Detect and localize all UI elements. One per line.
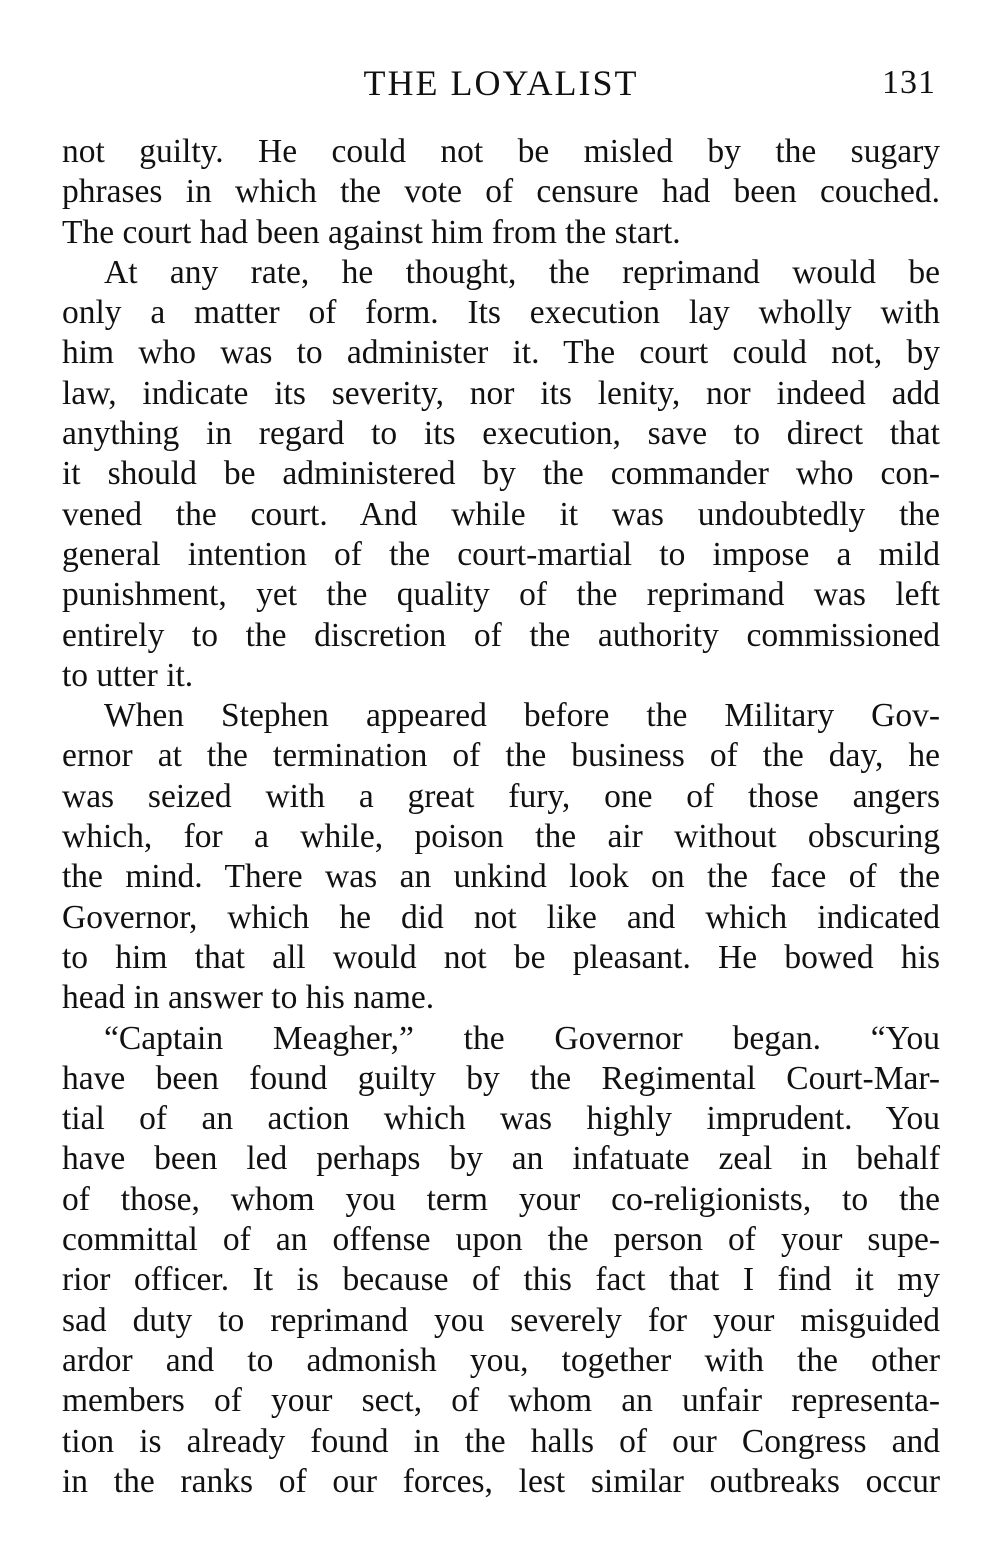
text-line: Governor, which he did not like and which indicated xyxy=(62,898,940,936)
paragraph xyxy=(62,1019,940,1503)
text-line: anything in regard to its execution, save to direct that xyxy=(62,415,940,453)
text-line: head in answer to his name. xyxy=(62,979,435,1017)
text-line: it should be administered by the commander who con- xyxy=(62,455,940,493)
text-line: tial of an action which was highly imprudent. You xyxy=(62,1100,940,1138)
text-line: phrases in which the vote of censure had been couched. xyxy=(62,173,940,211)
text-line: which, for a while, poison the air without obscuring xyxy=(62,818,940,856)
text-line: law, indicate its severity, nor its lenity, nor indeed add xyxy=(62,374,940,412)
running-head: THE LOYALIST xyxy=(363,63,639,103)
text-line: not guilty. He could not be misled by the sugary xyxy=(62,133,940,170)
page-header xyxy=(62,58,940,108)
page-number: 131 xyxy=(882,64,936,101)
text-line: committal of an offense upon the person of your supe- xyxy=(62,1221,940,1259)
text-line: in the ranks of our forces, lest similar outbreaks occur xyxy=(62,1462,940,1500)
text-line: sad duty to reprimand you severely for your misguided xyxy=(62,1301,940,1339)
text-line: general intention of the court-martial to impose a mild xyxy=(62,535,940,573)
book-page xyxy=(62,58,940,1502)
text-line: The court had been against him from the start. xyxy=(62,213,681,251)
text-line: the mind. There was an unkind look on the face of the xyxy=(62,858,940,896)
text-line: only a matter of form. Its execution lay wholly with xyxy=(62,294,940,332)
text-line: have been found guilty by the Regimental Court-Mar- xyxy=(62,1059,940,1097)
text-line: to utter it. xyxy=(62,656,194,694)
text-line: rior officer. It is because of this fact that I find it my xyxy=(62,1261,940,1299)
text-line: At any rate, he thought, the reprimand would be xyxy=(104,253,940,291)
paragraph xyxy=(62,253,940,696)
text-line: was seized with a great fury, one of those angers xyxy=(62,777,940,815)
text-line: punishment, yet the quality of the reprimand was left xyxy=(62,576,940,614)
text-line: to him that all would not be pleasant. He bowed his xyxy=(62,938,940,976)
text-line: ernor at the termination of the business of the day, he xyxy=(62,737,940,775)
text-line: vened the court. And while it was undoubtedly the xyxy=(62,495,940,533)
text-line: have been led perhaps by an infatuate zeal in behalf xyxy=(62,1140,940,1178)
text-line: of those, whom you term your co-religionists, to the xyxy=(62,1180,940,1218)
paragraph xyxy=(62,696,940,1018)
text-line: him who was to administer it. The court could not, by xyxy=(62,334,940,372)
text-line: “Captain Meagher,” the Governor began. “You xyxy=(104,1019,940,1057)
paragraph xyxy=(62,132,940,253)
body-text xyxy=(62,132,940,1502)
text-line: tion is already found in the halls of our Congress and xyxy=(62,1422,940,1460)
text-line: members of your sect, of whom an unfair representa- xyxy=(62,1382,940,1420)
text-line: When Stephen appeared before the Military Gov- xyxy=(104,697,940,735)
text-line: ardor and to admonish you, together with the other xyxy=(62,1341,940,1379)
text-line: entirely to the discretion of the authority commissioned xyxy=(62,616,940,654)
